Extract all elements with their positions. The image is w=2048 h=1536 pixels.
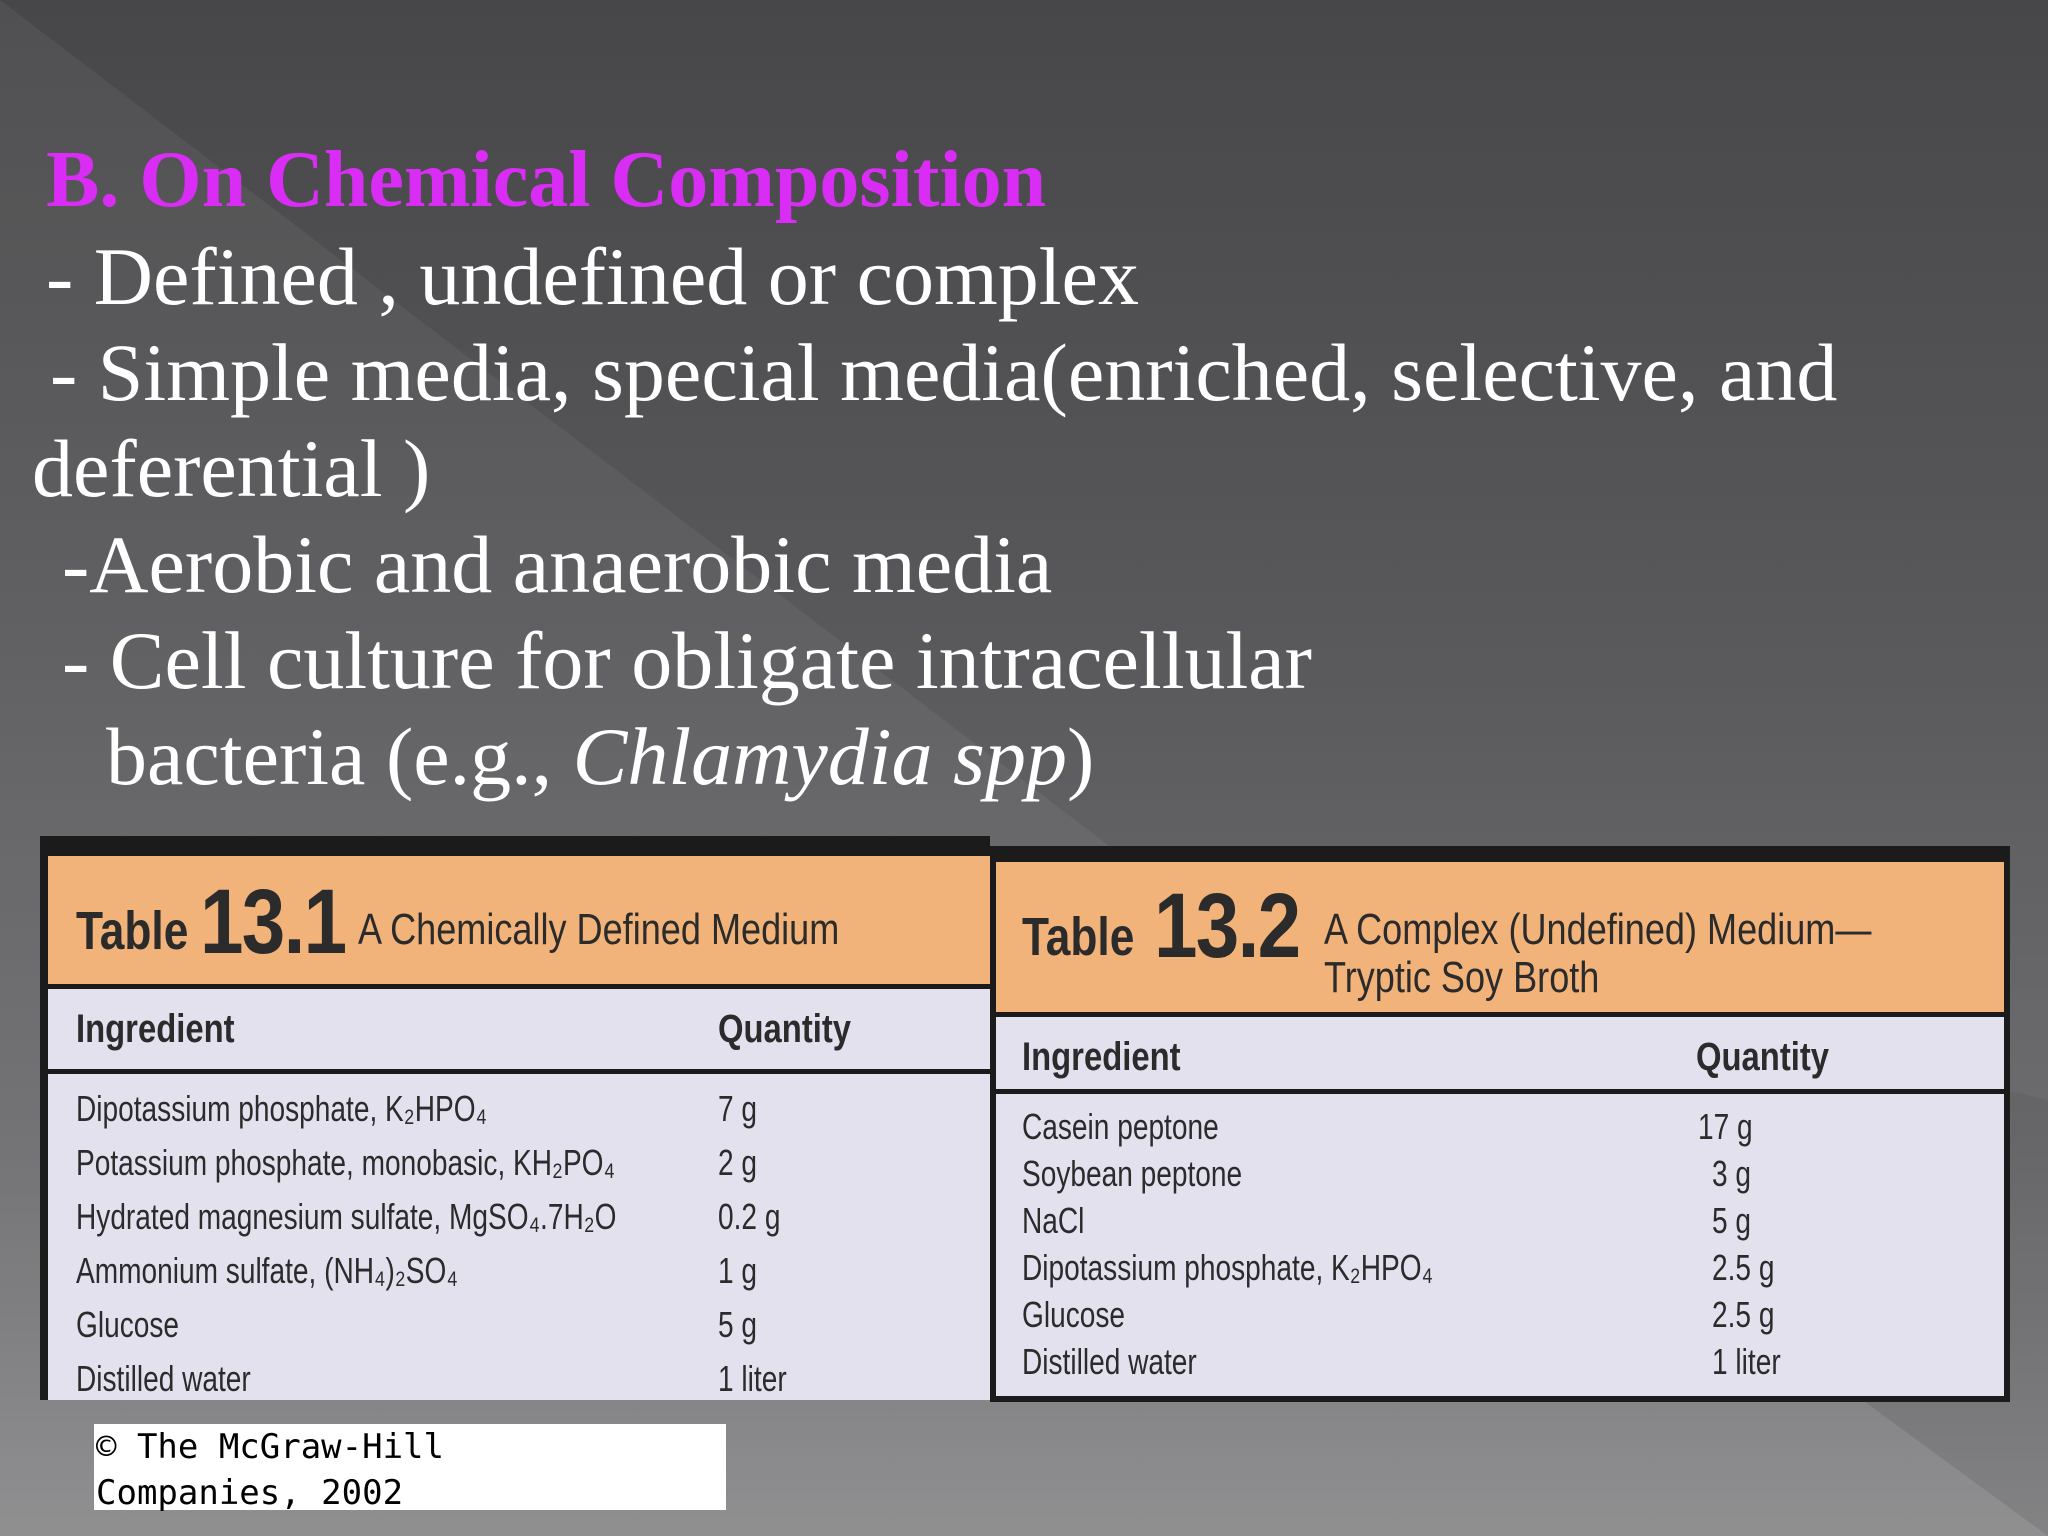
row-ingredient: Casein peptone: [1022, 1106, 1219, 1147]
table-13-1-header: [48, 856, 990, 989]
table-number: 13.1: [200, 871, 346, 973]
table-row: [48, 1190, 990, 1244]
bullet-line-4-continued: [106, 712, 1094, 802]
column-ingredient: Ingredient: [1022, 1035, 1181, 1079]
row-ingredient: Glucose: [76, 1304, 180, 1345]
row-quantity: 1 liter: [1712, 1341, 1781, 1382]
bullet-line-1: - Defined , undefined or complex: [46, 231, 1139, 322]
row-quantity: 2 g: [718, 1142, 758, 1183]
row-ingredient: Ammonium sulfate, (NH₄)₂SO₄: [76, 1250, 458, 1291]
row-ingredient: Distilled water: [76, 1358, 251, 1399]
column-ingredient: Ingredient: [76, 1007, 235, 1051]
table-row: [996, 1288, 2004, 1335]
table-subtitle: [1324, 906, 1871, 1002]
row-ingredient: Distilled water: [1022, 1341, 1197, 1382]
table-13-2-header: [996, 862, 2004, 1017]
copyright-line-2: Companies, 2002: [96, 1473, 404, 1513]
row-quantity: 1 g: [718, 1250, 758, 1291]
table-row: [48, 1244, 990, 1298]
row-quantity: 1 liter: [718, 1358, 787, 1399]
table-word: Table: [1022, 907, 1135, 967]
row-quantity: 2.5 g: [1712, 1294, 1775, 1335]
row-quantity: 17 g: [1698, 1106, 1753, 1147]
table-row: [996, 1335, 2004, 1382]
row-ingredient: Dipotassium phosphate, K₂HPO₄: [76, 1088, 487, 1129]
row-ingredient: Hydrated magnesium sulfate, MgSO₄.7H₂O: [76, 1196, 617, 1237]
table-row: [48, 1298, 990, 1352]
row-quantity: 2.5 g: [1712, 1247, 1775, 1288]
row-ingredient: NaCl: [1022, 1200, 1085, 1241]
table-row: [996, 1100, 2004, 1147]
row-ingredient: Potassium phosphate, monobasic, KH₂PO₄: [76, 1142, 615, 1183]
table-row: [48, 1352, 990, 1406]
table-13-1-column-headers: [48, 989, 990, 1074]
row-ingredient: Soybean peptone: [1022, 1153, 1243, 1194]
column-quantity: Quantity: [1696, 1035, 1830, 1079]
table-number: 13.2: [1154, 875, 1300, 977]
table-row: [996, 1194, 2004, 1241]
table-13-1-rows: [48, 1074, 990, 1406]
bullet-line-3: -Aerobic and anaerobic media: [62, 519, 1053, 610]
bullet-line-2-continued: deferential ): [32, 423, 431, 514]
row-quantity: 5 g: [718, 1304, 758, 1345]
table-13-2-rows: [996, 1094, 2004, 1382]
line6-suffix: ): [1066, 711, 1095, 802]
table-13-2-column-headers: [996, 1017, 2004, 1094]
row-quantity: 3 g: [1712, 1153, 1752, 1194]
copyright-line-1: © The McGraw-Hill: [96, 1427, 444, 1467]
row-quantity: 7 g: [718, 1088, 758, 1129]
table-row: [996, 1147, 2004, 1194]
subtitle-line-2: Tryptic Soy Broth: [1324, 953, 1600, 1002]
organism-name: Chlamydia spp: [572, 711, 1067, 802]
bullet-line-2: - Simple media, special media(enriched, selective, and: [50, 327, 1838, 418]
table-subtitle: A Chemically Defined Medium: [358, 905, 840, 954]
subtitle-line-1: A Complex (Undefined) Medium—: [1324, 905, 1872, 954]
row-ingredient: Glucose: [1022, 1294, 1126, 1335]
row-quantity: 5 g: [1712, 1200, 1752, 1241]
section-heading: B. On Chemical Composition: [46, 136, 1047, 224]
bullet-line-4: - Cell culture for obligate intracellular: [62, 615, 1312, 706]
table-13-1: [40, 836, 990, 1400]
row-ingredient: Dipotassium phosphate, K₂HPO₄: [1022, 1247, 1433, 1288]
row-quantity: 0.2 g: [718, 1196, 781, 1237]
copyright-notice: [94, 1424, 726, 1513]
table-row: [48, 1082, 990, 1136]
column-quantity: Quantity: [718, 1007, 852, 1051]
table-row: [48, 1136, 990, 1190]
table-row: [996, 1241, 2004, 1288]
table-word: Table: [76, 901, 189, 961]
table-13-2: [990, 846, 2010, 1402]
line6-prefix: bacteria (e.g.,: [106, 711, 573, 802]
